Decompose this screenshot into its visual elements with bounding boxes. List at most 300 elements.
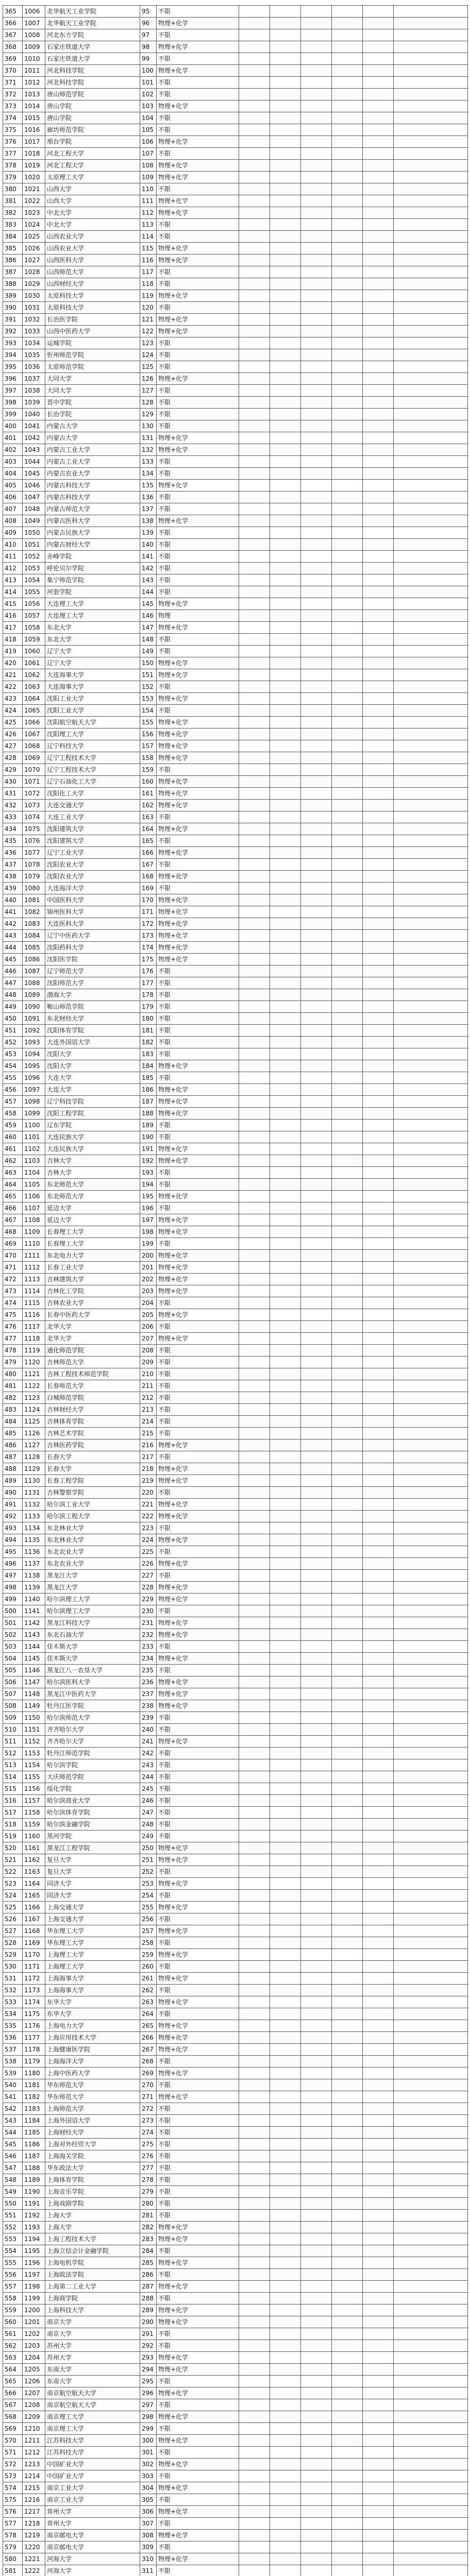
- score-cell-5: [363, 586, 394, 598]
- score-cell-2: [270, 1060, 301, 1072]
- table-row: [3, 1985, 468, 1996]
- score-cell-4: [332, 1854, 363, 1866]
- school-name-cell: 辽宁大学: [45, 646, 140, 657]
- score-cell-5: [363, 397, 394, 409]
- score-cell-2: [270, 2304, 301, 2316]
- school-name-cell: 哈尔滨商业大学: [45, 1795, 140, 1807]
- school-name-cell: 佳木斯大学: [45, 1653, 140, 1665]
- table-row: [3, 373, 468, 385]
- note-cell: [394, 859, 468, 871]
- table-row: [3, 2032, 468, 2044]
- score-cell-4: [332, 1131, 363, 1143]
- score-cell-3: [301, 930, 332, 942]
- table-row: [3, 2222, 468, 2233]
- note-cell: [394, 2210, 468, 2222]
- code-cell: 1113: [23, 1274, 45, 1285]
- score-cell-2: [270, 361, 301, 373]
- note-cell: [394, 326, 468, 337]
- plan-count-cell: 199: [140, 1238, 157, 1250]
- score-cell-3: [301, 1712, 332, 1724]
- score-cell-5: [363, 1143, 394, 1155]
- plan-count-cell: 234: [140, 1653, 157, 1665]
- score-cell-5: [363, 515, 394, 527]
- score-cell-2: [270, 598, 301, 610]
- score-cell-4: [332, 65, 363, 77]
- score-cell-1: [239, 752, 270, 764]
- note-cell: [394, 1546, 468, 1558]
- plan-count-cell: 163: [140, 811, 157, 823]
- note-cell: [394, 1345, 468, 1357]
- score-cell-2: [270, 2044, 301, 2056]
- score-cell-3: [301, 2150, 332, 2162]
- note-cell: [394, 1368, 468, 1380]
- score-cell-3: [301, 989, 332, 1001]
- score-cell-1: [239, 930, 270, 942]
- school-name-cell: 辽宁工程技术大学: [45, 752, 140, 764]
- score-cell-3: [301, 1570, 332, 1582]
- school-name-cell: 吉林建筑大学: [45, 1274, 140, 1285]
- score-cell-4: [332, 894, 363, 906]
- score-cell-5: [363, 18, 394, 29]
- code-cell: 1094: [23, 1048, 45, 1060]
- score-cell-5: [363, 728, 394, 740]
- score-cell-5: [363, 847, 394, 859]
- score-cell-4: [332, 1594, 363, 1605]
- seq-cell: 453: [3, 1048, 23, 1060]
- seq-cell: 393: [3, 337, 23, 349]
- score-cell-1: [239, 1783, 270, 1795]
- note-cell: [394, 551, 468, 563]
- subject-requirement-cell: 物理+化学: [157, 2233, 239, 2245]
- subject-requirement-cell: 不限: [157, 456, 239, 468]
- score-cell-4: [332, 1143, 363, 1155]
- school-name-cell: 南京邮电大学: [45, 2530, 140, 2541]
- plan-count-cell: 236: [140, 1676, 157, 1688]
- school-name-cell: 佳木斯大学: [45, 1641, 140, 1653]
- table-row: [3, 871, 468, 883]
- score-cell-4: [332, 657, 363, 669]
- score-cell-4: [332, 752, 363, 764]
- code-cell: 1082: [23, 906, 45, 918]
- score-cell-2: [270, 1108, 301, 1120]
- score-cell-2: [270, 41, 301, 53]
- note-cell: [394, 1511, 468, 1522]
- seq-cell: 452: [3, 1037, 23, 1048]
- score-cell-3: [301, 847, 332, 859]
- plan-count-cell: 257: [140, 1925, 157, 1937]
- table-row: [3, 77, 468, 89]
- score-cell-4: [332, 2470, 363, 2482]
- score-cell-1: [239, 207, 270, 219]
- school-name-cell: 东北林业大学: [45, 1534, 140, 1546]
- code-cell: 1176: [23, 2020, 45, 2032]
- school-name-cell: 沈阳工业大学: [45, 705, 140, 717]
- note-cell: [394, 515, 468, 527]
- subject-requirement-cell: 物理+化学: [157, 1629, 239, 1641]
- score-cell-2: [270, 2091, 301, 2103]
- plan-count-cell: 287: [140, 2281, 157, 2293]
- score-cell-4: [332, 2222, 363, 2233]
- table-row: [3, 2020, 468, 2032]
- code-cell: 1186: [23, 2139, 45, 2150]
- note-cell: [394, 266, 468, 278]
- table-row: [3, 1392, 468, 1404]
- score-cell-5: [363, 1131, 394, 1143]
- seq-cell: 442: [3, 918, 23, 930]
- table-row: [3, 124, 468, 136]
- score-cell-2: [270, 657, 301, 669]
- plan-count-cell: 245: [140, 1783, 157, 1795]
- note-cell: [394, 2186, 468, 2198]
- score-cell-1: [239, 1357, 270, 1368]
- score-cell-4: [332, 954, 363, 965]
- score-cell-4: [332, 1025, 363, 1037]
- subject-requirement-cell: 物理+化学: [157, 1925, 239, 1937]
- subject-requirement-cell: 不限: [157, 1179, 239, 1191]
- score-cell-2: [270, 1913, 301, 1925]
- note-cell: [394, 160, 468, 172]
- plan-count-cell: 255: [140, 1902, 157, 1913]
- score-cell-4: [332, 918, 363, 930]
- note-cell: [394, 2506, 468, 2518]
- code-cell: 1051: [23, 539, 45, 551]
- seq-cell: 412: [3, 563, 23, 574]
- subject-requirement-cell: 不限: [157, 551, 239, 563]
- subject-requirement-cell: 不限: [157, 2340, 239, 2352]
- note-cell: [394, 2553, 468, 2565]
- code-cell: 1201: [23, 2316, 45, 2328]
- code-cell: 1206: [23, 2376, 45, 2387]
- table-row: [3, 788, 468, 800]
- score-cell-4: [332, 2067, 363, 2079]
- school-name-cell: 东北石油大学: [45, 1629, 140, 1641]
- subject-requirement-cell: 物理+化学: [157, 1214, 239, 1226]
- table-row: [3, 1025, 468, 1037]
- score-cell-1: [239, 1380, 270, 1392]
- score-cell-1: [239, 610, 270, 622]
- note-cell: [394, 906, 468, 918]
- score-cell-3: [301, 1285, 332, 1297]
- score-cell-2: [270, 1404, 301, 1416]
- score-cell-2: [270, 1392, 301, 1404]
- code-cell: 1032: [23, 314, 45, 326]
- score-cell-5: [363, 2435, 394, 2447]
- score-cell-1: [239, 1451, 270, 1463]
- score-cell-1: [239, 965, 270, 977]
- score-cell-5: [363, 752, 394, 764]
- score-cell-1: [239, 243, 270, 255]
- score-cell-2: [270, 527, 301, 539]
- note-cell: [394, 480, 468, 492]
- score-cell-2: [270, 1037, 301, 1048]
- score-cell-2: [270, 788, 301, 800]
- score-cell-2: [270, 1629, 301, 1641]
- note-cell: [394, 420, 468, 432]
- code-cell: 1008: [23, 29, 45, 41]
- score-cell-4: [332, 2435, 363, 2447]
- note-cell: [394, 1961, 468, 1973]
- table-row: [3, 1368, 468, 1380]
- score-cell-5: [363, 148, 394, 160]
- plan-count-cell: 216: [140, 1439, 157, 1451]
- score-cell-2: [270, 337, 301, 349]
- note-cell: [394, 432, 468, 444]
- school-name-cell: 大连海事大学: [45, 681, 140, 693]
- school-name-cell: 上海海事大学: [45, 1985, 140, 1996]
- school-name-cell: 长春理工大学: [45, 1238, 140, 1250]
- subject-requirement-cell: 物理+化学: [157, 1060, 239, 1072]
- plan-count-cell: 291: [140, 2328, 157, 2340]
- seq-cell: 511: [3, 1736, 23, 1748]
- score-cell-2: [270, 800, 301, 811]
- seq-cell: 495: [3, 1546, 23, 1558]
- plan-count-cell: 189: [140, 1120, 157, 1131]
- score-cell-2: [270, 1605, 301, 1617]
- score-cell-2: [270, 6, 301, 18]
- seq-cell: 445: [3, 954, 23, 965]
- score-cell-1: [239, 2103, 270, 2115]
- score-cell-4: [332, 1013, 363, 1025]
- table-row: [3, 752, 468, 764]
- note-cell: [394, 2494, 468, 2506]
- note-cell: [394, 1617, 468, 1629]
- code-cell: 1160: [23, 1831, 45, 1842]
- score-cell-2: [270, 1937, 301, 1949]
- score-cell-2: [270, 2482, 301, 2494]
- table-row: [3, 2470, 468, 2482]
- plan-count-cell: 162: [140, 800, 157, 811]
- table-row: [3, 1653, 468, 1665]
- score-cell-2: [270, 918, 301, 930]
- seq-cell: 401: [3, 432, 23, 444]
- plan-count-cell: 212: [140, 1392, 157, 1404]
- school-name-cell: 河北东方学院: [45, 29, 140, 41]
- note-cell: [394, 1392, 468, 1404]
- plan-count-cell: 263: [140, 1996, 157, 2008]
- code-cell: 1021: [23, 183, 45, 195]
- score-cell-4: [332, 1511, 363, 1522]
- plan-count-cell: 169: [140, 883, 157, 894]
- score-cell-5: [363, 788, 394, 800]
- score-cell-4: [332, 1345, 363, 1357]
- school-name-cell: 长春工业大学: [45, 1262, 140, 1274]
- plan-count-cell: 264: [140, 2008, 157, 2020]
- score-cell-4: [332, 361, 363, 373]
- school-name-cell: 东北师范大学: [45, 1191, 140, 1202]
- subject-requirement-cell: 不限: [157, 2447, 239, 2459]
- school-name-cell: 南京工业大学: [45, 2482, 140, 2494]
- plan-count-cell: 132: [140, 444, 157, 456]
- score-cell-2: [270, 89, 301, 100]
- seq-cell: 374: [3, 112, 23, 124]
- school-name-cell: 辽宁工业大学: [45, 847, 140, 859]
- score-cell-5: [363, 2328, 394, 2340]
- score-cell-2: [270, 823, 301, 835]
- school-name-cell: 唐山师范学院: [45, 89, 140, 100]
- score-cell-5: [363, 1866, 394, 1878]
- note-cell: [394, 2222, 468, 2233]
- score-cell-5: [363, 2269, 394, 2281]
- score-cell-3: [301, 551, 332, 563]
- score-cell-4: [332, 1771, 363, 1783]
- table-row: [3, 622, 468, 634]
- score-cell-5: [363, 444, 394, 456]
- note-cell: [394, 2162, 468, 2174]
- score-cell-4: [332, 811, 363, 823]
- score-cell-4: [332, 1641, 363, 1653]
- score-cell-4: [332, 183, 363, 195]
- score-cell-5: [363, 989, 394, 1001]
- plan-count-cell: 282: [140, 2222, 157, 2233]
- plan-count-cell: 160: [140, 776, 157, 788]
- code-cell: 1175: [23, 2008, 45, 2020]
- score-cell-3: [301, 112, 332, 124]
- subject-requirement-cell: 不限: [157, 1641, 239, 1653]
- table-row: [3, 1214, 468, 1226]
- plan-count-cell: 190: [140, 1131, 157, 1143]
- score-cell-3: [301, 2506, 332, 2518]
- subject-requirement-cell: 不限: [157, 2127, 239, 2139]
- score-cell-4: [332, 1037, 363, 1048]
- score-cell-1: [239, 1037, 270, 1048]
- subject-requirement-cell: 不限: [157, 1748, 239, 1759]
- score-cell-3: [301, 2316, 332, 2328]
- code-cell: 1148: [23, 1688, 45, 1700]
- note-cell: [394, 894, 468, 906]
- note-cell: [394, 2079, 468, 2091]
- plan-count-cell: 123: [140, 337, 157, 349]
- score-cell-2: [270, 2553, 301, 2565]
- code-cell: 1007: [23, 18, 45, 29]
- seq-cell: 391: [3, 314, 23, 326]
- table-row: [3, 456, 468, 468]
- subject-requirement-cell: 物理+化学: [157, 930, 239, 942]
- plan-count-cell: 182: [140, 1037, 157, 1048]
- subject-requirement-cell: 不限: [157, 1819, 239, 1831]
- score-cell-4: [332, 527, 363, 539]
- table-row: [3, 65, 468, 77]
- score-cell-5: [363, 2316, 394, 2328]
- plan-count-cell: 228: [140, 1582, 157, 1594]
- score-cell-5: [363, 1297, 394, 1309]
- table-row: [3, 1902, 468, 1913]
- score-cell-3: [301, 1214, 332, 1226]
- score-cell-1: [239, 800, 270, 811]
- seq-cell: 573: [3, 2470, 23, 2482]
- school-name-cell: 山西中医药大学: [45, 326, 140, 337]
- subject-requirement-cell: 物理+化学: [157, 823, 239, 835]
- note-cell: [394, 1570, 468, 1582]
- table-row: [3, 385, 468, 397]
- code-cell: 1137: [23, 1558, 45, 1570]
- score-cell-4: [332, 1072, 363, 1084]
- school-name-cell: 沈阳农业大学: [45, 871, 140, 883]
- school-name-cell: 上海交通大学: [45, 1913, 140, 1925]
- score-cell-1: [239, 2530, 270, 2541]
- subject-requirement-cell: 不限: [157, 2269, 239, 2281]
- subject-requirement-cell: 物理+化学: [157, 2482, 239, 2494]
- code-cell: 1166: [23, 1902, 45, 1913]
- score-cell-1: [239, 302, 270, 314]
- seq-cell: 561: [3, 2328, 23, 2340]
- code-cell: 1042: [23, 432, 45, 444]
- subject-requirement-cell: 物理+化学: [157, 207, 239, 219]
- note-cell: [394, 1712, 468, 1724]
- score-cell-4: [332, 2079, 363, 2091]
- score-cell-3: [301, 231, 332, 243]
- note-cell: [394, 136, 468, 148]
- school-name-cell: 东南大学: [45, 2364, 140, 2376]
- score-cell-1: [239, 503, 270, 515]
- score-cell-4: [332, 1617, 363, 1629]
- score-cell-3: [301, 2293, 332, 2304]
- subject-requirement-cell: 物理+化学: [157, 740, 239, 752]
- subject-requirement-cell: 不限: [157, 1167, 239, 1179]
- subject-requirement-cell: 物理+化学: [157, 847, 239, 859]
- code-cell: 1126: [23, 1428, 45, 1439]
- school-name-cell: 苏州大学: [45, 2340, 140, 2352]
- score-cell-3: [301, 1759, 332, 1771]
- score-cell-2: [270, 752, 301, 764]
- school-name-cell: 上海师范大学: [45, 2103, 140, 2115]
- score-cell-2: [270, 2340, 301, 2352]
- score-cell-5: [363, 2150, 394, 2162]
- note-cell: [394, 2091, 468, 2103]
- score-cell-2: [270, 2115, 301, 2127]
- seq-cell: 554: [3, 2245, 23, 2257]
- table-row: [3, 41, 468, 53]
- table-row: [3, 1380, 468, 1392]
- note-cell: [394, 2245, 468, 2257]
- table-row: [3, 444, 468, 456]
- seq-cell: 414: [3, 586, 23, 598]
- score-cell-4: [332, 2139, 363, 2150]
- code-cell: 1086: [23, 954, 45, 965]
- school-name-cell: 大同大学: [45, 385, 140, 397]
- score-cell-4: [332, 195, 363, 207]
- seq-cell: 559: [3, 2304, 23, 2316]
- score-cell-2: [270, 2530, 301, 2541]
- score-cell-3: [301, 1653, 332, 1665]
- score-cell-4: [332, 409, 363, 420]
- subject-requirement-cell: 物理+化学: [157, 444, 239, 456]
- school-name-cell: 山西医科大学: [45, 255, 140, 266]
- seq-cell: 488: [3, 1463, 23, 1475]
- score-cell-2: [270, 2210, 301, 2222]
- score-cell-2: [270, 2162, 301, 2174]
- score-cell-3: [301, 77, 332, 89]
- code-cell: 1012: [23, 77, 45, 89]
- score-cell-2: [270, 207, 301, 219]
- score-cell-2: [270, 160, 301, 172]
- score-cell-2: [270, 2008, 301, 2020]
- code-cell: 1041: [23, 420, 45, 432]
- school-name-cell: 牡丹江医学院: [45, 1700, 140, 1712]
- score-cell-2: [270, 1179, 301, 1191]
- table-row: [3, 492, 468, 503]
- school-name-cell: 哈尔滨工业大学: [45, 1499, 140, 1511]
- score-cell-3: [301, 1451, 332, 1463]
- score-cell-4: [332, 2447, 363, 2459]
- score-cell-1: [239, 468, 270, 480]
- score-cell-3: [301, 290, 332, 302]
- score-cell-5: [363, 136, 394, 148]
- score-cell-4: [332, 1262, 363, 1274]
- score-cell-4: [332, 728, 363, 740]
- school-name-cell: 吉林大学: [45, 1155, 140, 1167]
- score-cell-2: [270, 1416, 301, 1428]
- score-cell-1: [239, 1629, 270, 1641]
